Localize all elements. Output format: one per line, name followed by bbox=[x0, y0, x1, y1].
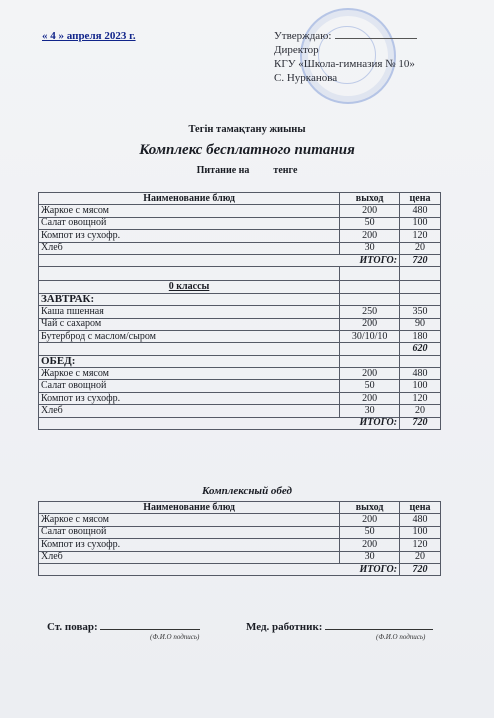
table-header-row: Наименование блюд выход цена bbox=[39, 502, 441, 514]
complex-lunch-title: Комплексный обед bbox=[201, 485, 292, 497]
title-kazakh: Тегін тамақтану жиыны bbox=[188, 124, 306, 135]
table-row: Компот из сухофр. 200 120 bbox=[39, 392, 441, 404]
section-row: ОБЕД: bbox=[39, 355, 441, 367]
table-row: Хлеб 30 20 bbox=[39, 242, 441, 254]
cook-signature: Ст. повар: bbox=[47, 619, 200, 633]
table-row: Компот из сухофр. 200 120 bbox=[39, 230, 441, 242]
cook-fio-caption: (Ф.И.О подпись) bbox=[150, 633, 200, 641]
table-row: Компот из сухофр. 200 120 bbox=[39, 539, 441, 551]
table-row: Каша пшенная 250 350 bbox=[39, 306, 441, 318]
table-header-row: Наименование блюд выход цена bbox=[39, 193, 441, 205]
menu-table-free bbox=[38, 192, 441, 430]
table-row: Хлеб 30 20 bbox=[39, 405, 441, 417]
total-row: ИТОГО: 720 bbox=[39, 254, 441, 266]
class-row: 0 классы bbox=[39, 281, 441, 293]
total-row: ИТОГО: 720 bbox=[39, 563, 441, 575]
approval-line-3: КГУ «Школа-гимназия № 10» bbox=[274, 58, 415, 70]
section-row: ЗАВТРАК: bbox=[39, 293, 441, 305]
subtotal-row: 620 bbox=[39, 343, 441, 355]
table-row: Салат овощной 50 100 bbox=[39, 526, 441, 538]
approval-line-1: Утверждаю: bbox=[274, 29, 417, 43]
document-date: « 4 » апреля 2023 г. bbox=[42, 30, 136, 42]
empty-row bbox=[39, 267, 441, 281]
table-row: Жаркое с мясом 200 480 bbox=[39, 205, 441, 217]
menu-table-complex bbox=[38, 501, 441, 576]
title-russian: Комплекс бесплатного питания bbox=[139, 142, 355, 158]
table-row: Хлеб 30 20 bbox=[39, 551, 441, 563]
table-row: Салат овощной 50 100 bbox=[39, 217, 441, 229]
subtitle: Питание на тенге bbox=[196, 165, 298, 176]
table-row: Жаркое с мясом 200 480 bbox=[39, 514, 441, 526]
medic-fio-caption: (Ф.И.О подпись) bbox=[376, 633, 426, 641]
medic-signature: Мед. работник: bbox=[246, 619, 433, 633]
approval-line-4: С. Нурканова bbox=[274, 72, 338, 84]
table-row: Жаркое с мясом 200 480 bbox=[39, 368, 441, 380]
table-row: Салат овощной 50 100 bbox=[39, 380, 441, 392]
table-row: Бутерброд с маслом/сыром 30/10/10 180 bbox=[39, 330, 441, 342]
approval-block bbox=[274, 29, 417, 85]
approval-line-2: Директор bbox=[274, 44, 319, 56]
total-row: ИТОГО: 720 bbox=[39, 417, 441, 429]
table-row: Чай с сахаром 200 90 bbox=[39, 318, 441, 330]
